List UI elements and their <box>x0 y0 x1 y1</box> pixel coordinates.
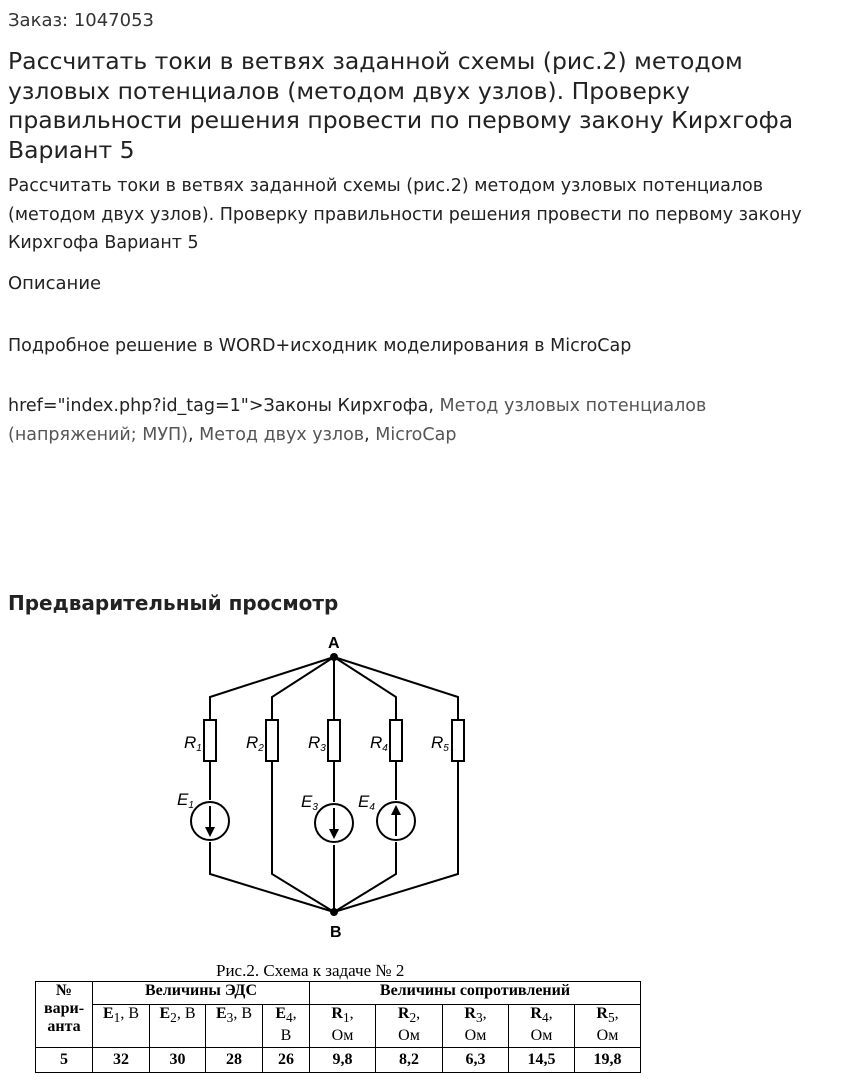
resistor-r5 <box>452 720 464 761</box>
resistor-r3 <box>328 720 340 761</box>
description-heading: Описание <box>8 273 102 294</box>
cell-e1: 32 <box>93 1048 150 1073</box>
col-e2: $E_2$, В <box>150 1005 206 1048</box>
cell-e3: 28 <box>206 1048 263 1073</box>
resistor-r1 <box>204 720 216 761</box>
resistor-r4-label: R4 <box>370 733 388 754</box>
variant-header: № вари- анта <box>36 982 93 1048</box>
tag-link-nodal-potentials[interactable]: Метод узловых потенциалов (напряжений; МУП) <box>8 396 707 445</box>
node-a-label: A <box>328 635 340 652</box>
variant-table <box>35 981 641 1073</box>
description-text: Подробное решение в WORD+исходник моделирования в MicroCap <box>8 336 632 356</box>
cell-e2: 30 <box>150 1048 206 1073</box>
resistor-r5-label: R5 <box>431 733 449 754</box>
cell-e4: 26 <box>263 1048 310 1073</box>
wire-bottom-2 <box>272 761 334 912</box>
table-row <box>36 1048 641 1073</box>
col-e4: $E_4$, В <box>263 1005 310 1048</box>
col-r1: $R_1$, Ом <box>310 1005 376 1048</box>
preview-heading: Предварительный просмотр <box>8 591 339 615</box>
resistor-r4 <box>390 720 402 761</box>
source-e3-label: E3 <box>301 792 318 813</box>
node-b-dot <box>330 908 338 916</box>
col-r3: $R_3$, Ом <box>443 1005 509 1048</box>
source-e1-label: E1 <box>177 790 194 811</box>
col-r4: $R_4$, Ом <box>509 1005 575 1048</box>
cell-r3: 6,3 <box>443 1048 509 1073</box>
order-number: Заказ: 1047053 <box>8 10 154 31</box>
intro-text: Рассчитать токи в ветвях заданной схемы (рис.2) методом узловых потенциалов (методом двух узлов). Проверку правильности решения провести по первому закону Кирхгофа Вариант 5 <box>8 176 802 253</box>
resistance-header: Величины сопротивлений <box>310 982 641 1005</box>
cell-r1: 9,8 <box>310 1048 376 1073</box>
node-a-dot <box>330 653 338 661</box>
col-r5: $R_5$, Ом <box>575 1005 641 1048</box>
tag-prefix: href="index.php?id_tag=1">Законы Кирхгофа, <box>8 396 440 416</box>
tag-separator: , <box>364 425 376 445</box>
node-b-label: B <box>330 924 342 941</box>
tag-link-two-nodes[interactable]: Метод двух узлов <box>199 425 365 445</box>
emf-header: Величины ЭДС <box>93 982 310 1005</box>
col-r2: $R_2$, Ом <box>376 1005 443 1048</box>
resistor-r1-label: R1 <box>184 733 202 754</box>
cell-variant: 5 <box>36 1048 93 1073</box>
col-e3: $E_3$, В <box>206 1005 263 1048</box>
col-e1: $E_1$, В <box>93 1005 150 1048</box>
cell-r4: 14,5 <box>509 1048 575 1073</box>
tag-separator: , <box>188 425 200 445</box>
source-e4-label: E4 <box>358 792 375 813</box>
tag-link-microcap[interactable]: MicroCap <box>375 425 457 445</box>
resistor-r2-label: R2 <box>246 733 264 754</box>
resistor-r3-label: R3 <box>308 733 326 754</box>
cell-r5: 19,8 <box>575 1048 641 1073</box>
resistor-r2 <box>266 720 278 761</box>
cell-r2: 8,2 <box>376 1048 443 1073</box>
page-title: Рассчитать токи в ветвях заданной схемы (рис.2) методом узловых потенциалов (методом двух узлов). Проверку правильности решения провести по первому закону Кирхгофа Вариант 5 <box>8 47 794 164</box>
figure-caption: Рис.2. Схема к задаче № 2 <box>216 961 405 980</box>
